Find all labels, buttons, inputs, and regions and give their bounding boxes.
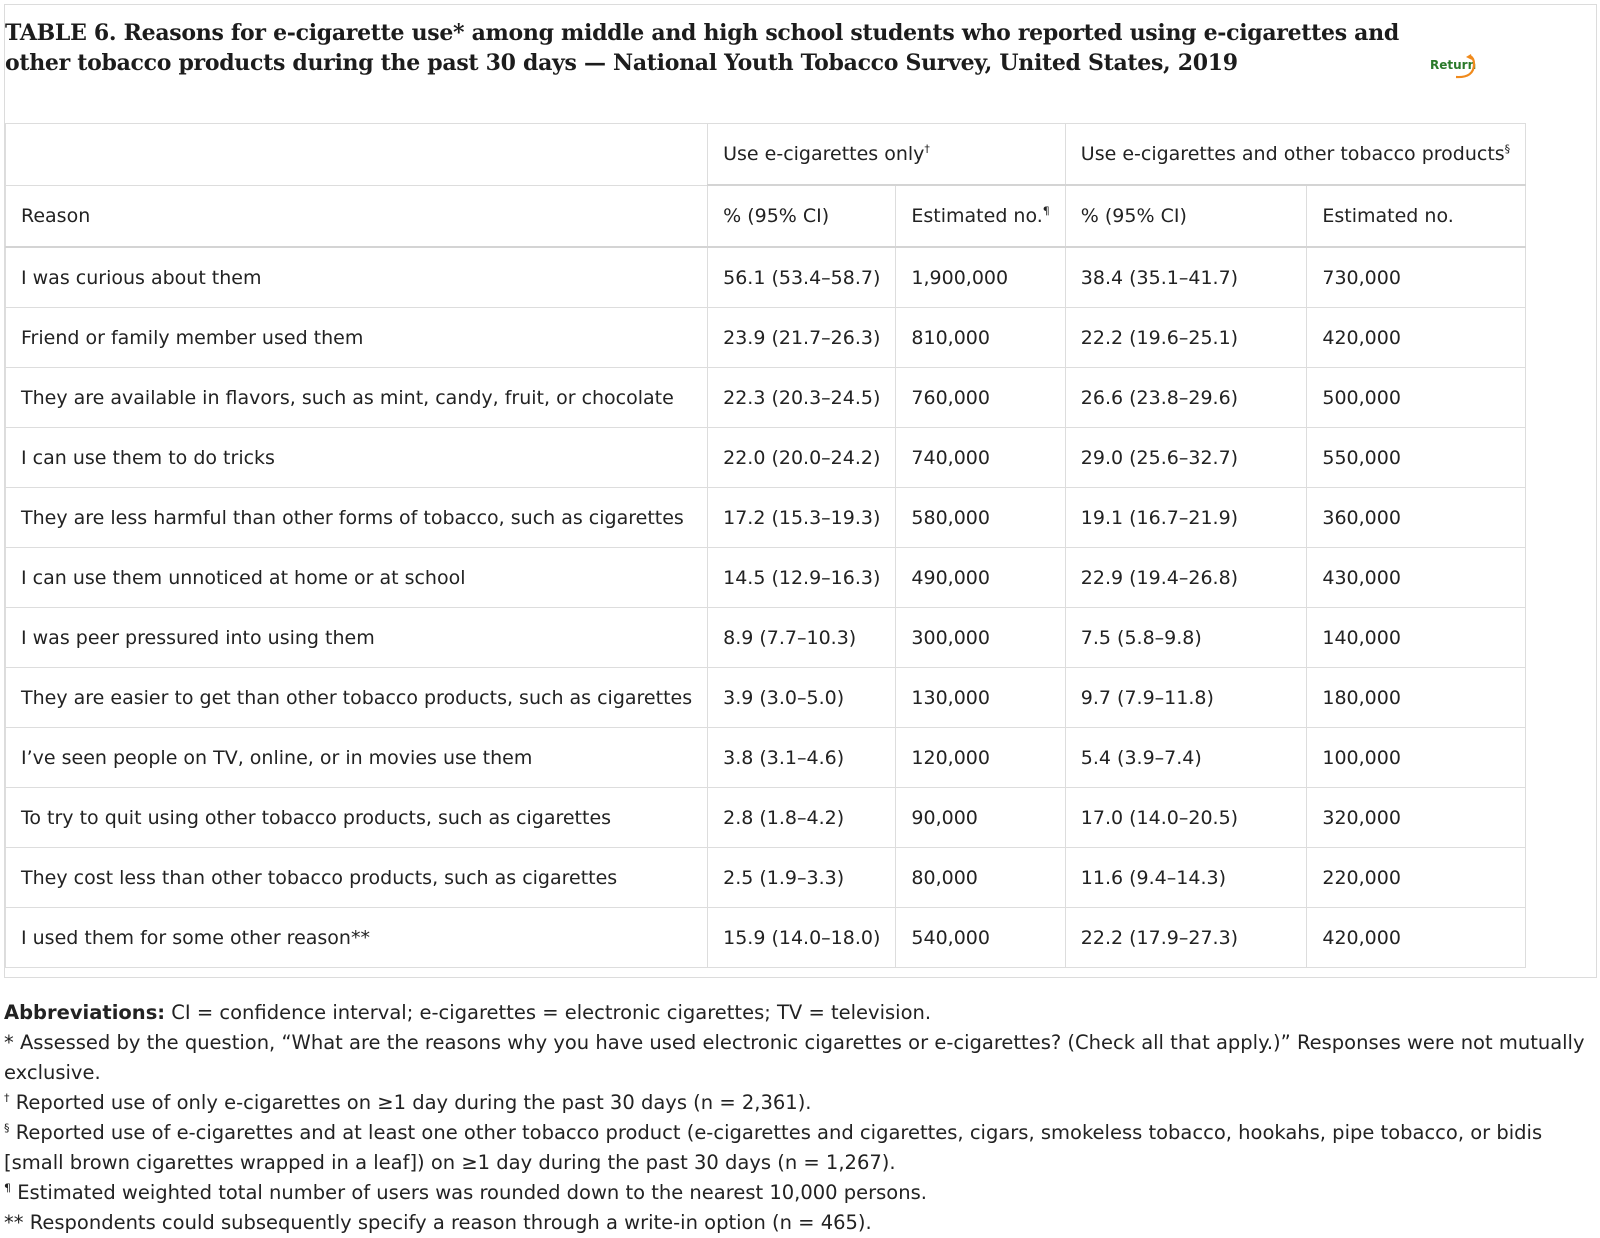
cell-est2: 360,000 [1307,488,1526,548]
cell-reason: They are easier to get than other tobacco products, such as cigarettes [6,668,708,728]
cell-est1: 300,000 [896,608,1065,668]
section-mark: § [1504,142,1511,156]
cell-reason: I was curious about them [6,247,708,308]
table-row [6,728,1526,788]
cell-pct1: 56.1 (53.4–58.7) [708,247,896,308]
cell-est1: 120,000 [896,728,1065,788]
cell-pct2: 19.1 (16.7–21.9) [1065,488,1307,548]
table-row [6,247,1526,308]
cell-est1: 90,000 [896,788,1065,848]
footnote-star: * Assessed by the question, “What are the reasons why you have used electronic cigarettes or e-cigarettes? (Check all that apply.)” Responses were not mutually exclusive. [4,1031,1585,1084]
table-row [6,668,1526,728]
footnotes [4,998,1594,1238]
cell-est2: 430,000 [1307,548,1526,608]
cell-pct1: 3.8 (3.1–4.6) [708,728,896,788]
cell-est2: 420,000 [1307,908,1526,968]
footnote-section: § Reported use of e-cigarettes and at least one other tobacco product (e-cigarettes and cigarettes, cigars, smokeless tobacco, hookahs, pipe tobacco, or bidis [small brown cigarettes wrapped in a leaf]) on ≥1 day during the past 30 days (n = 1,267). [4,1121,1543,1174]
cell-est2: 550,000 [1307,428,1526,488]
footnote-double-star: ** Respondents could subsequently specify a reason through a write-in option (n = 465). [4,1211,872,1234]
cell-est1: 1,900,000 [896,247,1065,308]
group-header-ecig-other: Use e-cigarettes and other tobacco products§ [1065,124,1525,186]
table-row [6,548,1526,608]
table-row [6,428,1526,488]
cell-pct2: 5.4 (3.9–7.4) [1065,728,1307,788]
table-row [6,608,1526,668]
cell-pct2: 11.6 (9.4–14.3) [1065,848,1307,908]
cell-pct1: 14.5 (12.9–16.3) [708,548,896,608]
cell-reason: They are less harmful than other forms of tobacco, such as cigarettes [6,488,708,548]
cell-est2: 500,000 [1307,368,1526,428]
cell-reason: They are available in flavors, such as mint, candy, fruit, or chocolate [6,368,708,428]
footnote-dagger: † Reported use of only e-cigarettes on ≥1 day during the past 30 days (n = 2,361). [4,1091,812,1114]
column-header-est-ecig-only: Estimated no.¶ [896,185,1065,247]
cell-reason: Friend or family member used them [6,308,708,368]
pilcrow-mark: ¶ [1042,204,1050,218]
column-header-pct-ecig-other: % (95% CI) [1065,185,1307,247]
cell-est1: 810,000 [896,308,1065,368]
cell-est2: 320,000 [1307,788,1526,848]
cell-est1: 580,000 [896,488,1065,548]
cell-est1: 130,000 [896,668,1065,728]
data-table [5,123,1526,968]
cell-est2: 420,000 [1307,308,1526,368]
table-row [6,488,1526,548]
cell-reason: They cost less than other tobacco products, such as cigarettes [6,848,708,908]
cell-reason: I used them for some other reason** [6,908,708,968]
table-row [6,308,1526,368]
footnote-abbreviations: Abbreviations: CI = confidence interval; e-cigarettes = electronic cigarettes; TV = television. [4,1001,932,1024]
cell-est1: 540,000 [896,908,1065,968]
table-row [6,908,1526,968]
header-empty-cell [6,124,708,186]
column-header-reason: Reason [6,185,708,247]
cell-est1: 740,000 [896,428,1065,488]
cell-est1: 490,000 [896,548,1065,608]
cell-reason: I can use them to do tricks [6,428,708,488]
cell-pct1: 2.5 (1.9–3.3) [708,848,896,908]
cell-pct2: 22.2 (19.6–25.1) [1065,308,1307,368]
table-row [6,788,1526,848]
cell-pct1: 2.8 (1.8–4.2) [708,788,896,848]
cell-pct2: 7.5 (5.8–9.8) [1065,608,1307,668]
cell-est1: 760,000 [896,368,1065,428]
cell-est2: 730,000 [1307,247,1526,308]
cell-pct1: 22.0 (20.0–24.2) [708,428,896,488]
cell-pct2: 22.9 (19.4–26.8) [1065,548,1307,608]
table-title: TABLE 6. Reasons for e-cigarette use* among middle and high school students who reported using e-cigarettes and other tobacco products during the past 30 days — National Youth Tobacco Survey, United States, 2019 [5,20,1399,76]
cell-pct1: 17.2 (15.3–19.3) [708,488,896,548]
return-link[interactable] [1430,52,1490,82]
return-arrow-icon [1450,52,1484,82]
cell-pct1: 15.9 (14.0–18.0) [708,908,896,968]
cell-reason: I was peer pressured into using them [6,608,708,668]
cell-pct2: 17.0 (14.0–20.5) [1065,788,1307,848]
cell-pct2: 29.0 (25.6–32.7) [1065,428,1307,488]
cell-est2: 100,000 [1307,728,1526,788]
column-header-est-ecig-other: Estimated no. [1307,185,1526,247]
column-header-pct-ecig-only: % (95% CI) [708,185,896,247]
cell-est1: 80,000 [896,848,1065,908]
cell-pct1: 8.9 (7.7–10.3) [708,608,896,668]
cell-pct2: 9.7 (7.9–11.8) [1065,668,1307,728]
cell-pct1: 23.9 (21.7–26.3) [708,308,896,368]
cell-est2: 220,000 [1307,848,1526,908]
table-row [6,848,1526,908]
cell-reason: I can use them unnoticed at home or at school [6,548,708,608]
footnote-pilcrow: ¶ Estimated weighted total number of users was rounded down to the nearest 10,000 persons. [4,1181,927,1204]
cell-est2: 180,000 [1307,668,1526,728]
dagger-mark: † [924,142,930,156]
cell-est2: 140,000 [1307,608,1526,668]
cell-pct2: 26.6 (23.8–29.6) [1065,368,1307,428]
return-label: Return [1430,58,1477,72]
cell-pct1: 22.3 (20.3–24.5) [708,368,896,428]
cell-pct2: 22.2 (17.9–27.3) [1065,908,1307,968]
table-row [6,368,1526,428]
cell-reason: To try to quit using other tobacco products, such as cigarettes [6,788,708,848]
group-header-ecig-only: Use e-cigarettes only† [708,124,1066,186]
cell-pct1: 3.9 (3.0–5.0) [708,668,896,728]
cell-reason: I’ve seen people on TV, online, or in movies use them [6,728,708,788]
cell-pct2: 38.4 (35.1–41.7) [1065,247,1307,308]
